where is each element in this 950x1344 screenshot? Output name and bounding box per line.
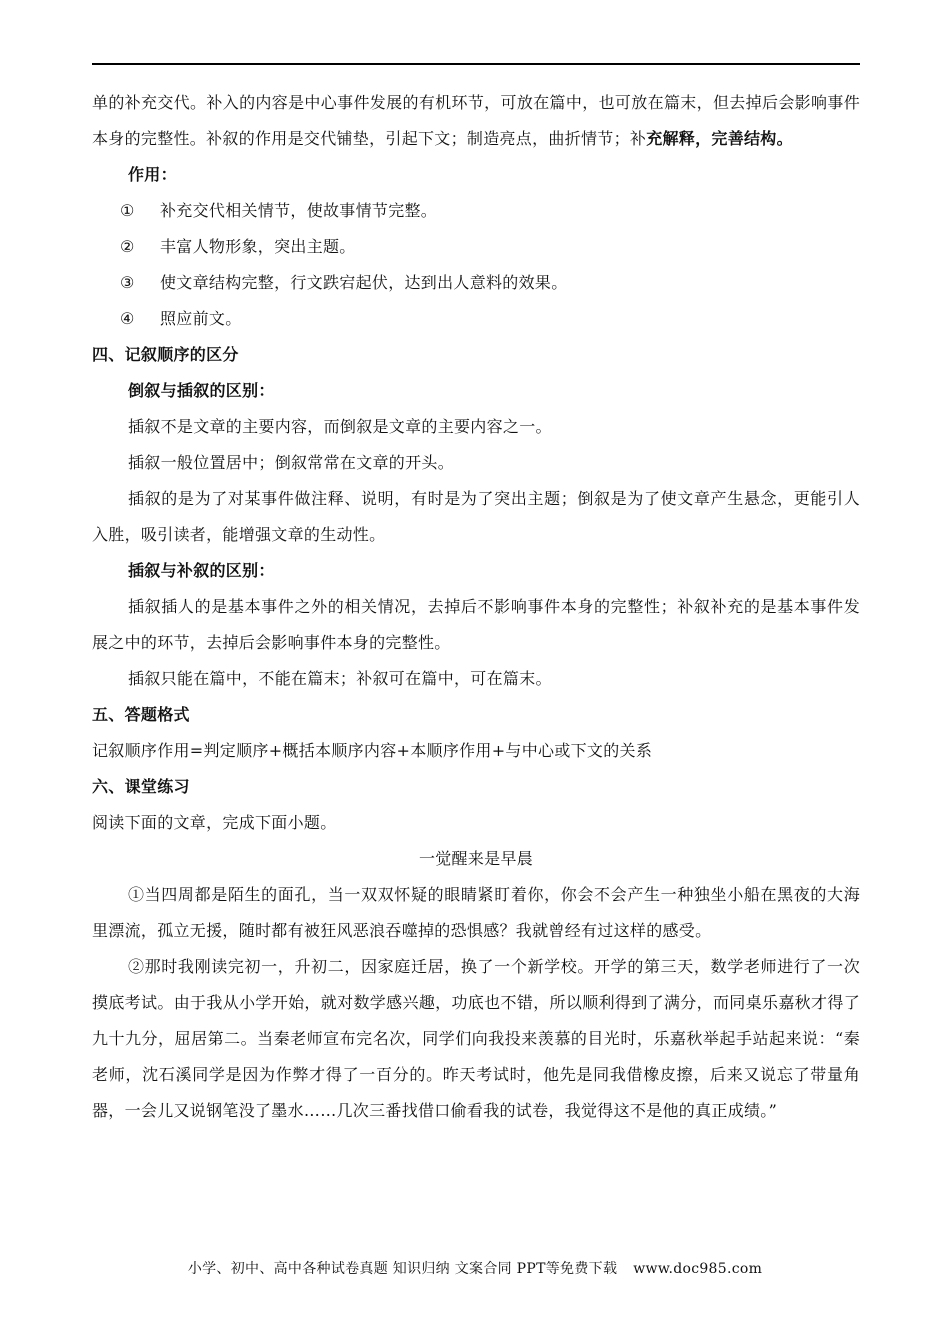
continuation-bold-text: 充解释，完善结构。 [646,129,793,148]
footer-url: www.doc985.com [633,1261,763,1277]
item-text: 使文章结构完整，行文跌宕起伏，达到出人意料的效果。 [160,273,568,292]
effects-item [92,229,860,265]
continuation-paragraph [92,85,860,157]
flashback-vs-insertion-heading: 倒叙与插叙的区别： [128,381,275,400]
continuation-text: 单的补充交代。补入的内容是中心事件发展的有机环节，可放在篇中，也可放在篇末，但去掉后会影响事件本身的完整性。补叙的作用是交代铺垫，引起下文；制造亮点，曲折情节；补 [92,93,860,148]
effects-item [92,265,860,301]
item-number: ② [120,237,135,256]
effects-heading: 作用： [128,165,177,184]
section-6-heading: 六、课堂练习 [92,777,190,796]
document-body [92,85,860,1129]
footer-text: 小学、初中、高中各种试卷真题 知识归纳 文案合同 PPT等免费下载 [187,1261,618,1277]
effects-item [92,193,860,229]
insertion-vs-supplement-heading: 插叙与补叙的区别： [128,561,275,580]
header-rule [92,63,860,65]
body-paragraph: 插叙一般位置居中；倒叙常常在文章的开头。 [128,453,455,472]
page-footer [0,1258,950,1278]
article-paragraph: ②那时我刚读完初一，升初二，因家庭迁居，换了一个新学校。开学的第三天，数学老师进行了一次摸底考试。由于我从小学开始，就对数学感兴趣，功底也不错，所以顺利得到了满分，而同桌乐嘉秋才得了九十九分，屈居第二。当秦老师宣布完名次，同学们向我投来羡慕的目光时，乐嘉秋举起手站起来说：“秦老师，沈石溪同学是因为作弊才得了一百分的。昨天考试时，他先是同我借橡皮擦，后来又说忘了带量角器，一会儿又说钢笔没了墨水……几次三番找借口偷看我的试卷，我觉得这不是他的真正成绩。” [92,957,860,1120]
answer-formula: 记叙顺序作用=判定顺序+概括本顺序内容+本顺序作用+与中心或下文的关系 [92,741,653,760]
body-paragraph: 插叙不是文章的主要内容，而倒叙是文章的主要内容之一。 [128,417,552,436]
item-text: 照应前文。 [160,309,242,328]
item-number: ③ [120,273,135,292]
article-paragraph: ①当四周都是陌生的面孔，当一双双怀疑的眼睛紧盯着你，你会不会产生一种独坐小船在黑夜的大海里漂流，孤立无援，随时都有被狂风恶浪吞噬掉的恐惧感？我就曾经有过这样的感受。 [92,885,860,940]
item-text: 丰富人物形象，突出主题。 [160,237,356,256]
article-title: 一觉醒来是早晨 [418,849,534,868]
item-number: ④ [120,309,135,328]
exercise-instruction: 阅读下面的文章，完成下面小题。 [92,813,337,832]
body-paragraph: 插叙只能在篇中，不能在篇末；补叙可在篇中，可在篇末。 [128,669,552,688]
item-text: 补充交代相关情节，使故事情节完整。 [160,201,438,220]
effects-item [92,301,860,337]
section-5-heading: 五、答题格式 [92,705,190,724]
item-number: ① [120,201,135,220]
body-paragraph: 插叙插人的是基本事件之外的相关情况，去掉后不影响事件本身的完整性；补叙补充的是基本事件发展之中的环节，去掉后会影响事件本身的完整性。 [92,597,860,652]
section-4-heading: 四、记叙顺序的区分 [92,345,239,364]
body-paragraph: 插叙的是为了对某事件做注释、说明，有时是为了突出主题；倒叙是为了使文章产生悬念，更能引人入胜，吸引读者，能增强文章的生动性。 [92,489,860,544]
